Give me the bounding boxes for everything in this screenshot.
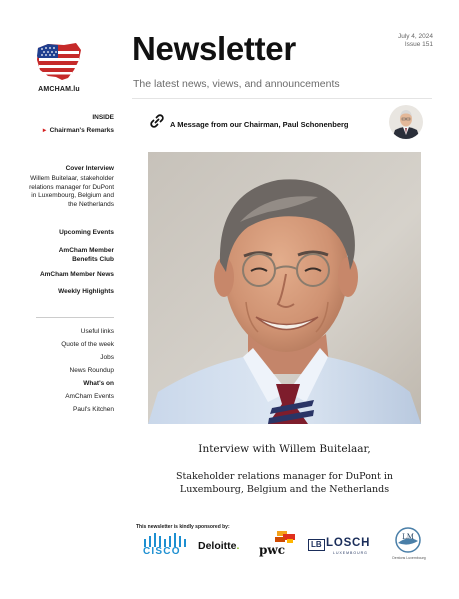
sidebar-item-benefits-club[interactable]: AmCham Member Benefits Club xyxy=(58,247,114,263)
sponsor-cisco[interactable]: CISCO xyxy=(143,546,181,557)
sponsor-deloitte[interactable] xyxy=(198,540,239,552)
sidebar-item-news-roundup[interactable]: News Roundup xyxy=(69,367,114,374)
sidebar-item-whats-on[interactable]: What's on xyxy=(83,380,114,387)
losch-badge: LB xyxy=(308,539,325,551)
sidebar-item-weekly-highlights[interactable]: Weekly Highlights xyxy=(58,288,114,295)
logo-text: AMCHAM.lu xyxy=(38,86,80,93)
sidebar-item-pauls-kitchen[interactable]: Paul's Kitchen xyxy=(73,406,114,413)
sidebar-item-chairmans-remarks[interactable] xyxy=(42,127,114,136)
losch-subtitle: LUXEMBOURG xyxy=(333,551,368,555)
sponsor-pwc[interactable]: pwc xyxy=(259,543,286,557)
sidebar-item-amcham-events[interactable]: AmCham Events xyxy=(65,393,114,400)
chairman-message-link[interactable] xyxy=(148,112,428,136)
chairman-message-text: A Message from our Chairman, Paul Schonenberg xyxy=(170,120,349,129)
svg-text:LM: LM xyxy=(402,533,414,541)
sidebar-item-cover-interview[interactable]: Cover Interview xyxy=(65,165,114,172)
sidebar-item-quote-of-week[interactable]: Quote of the week xyxy=(61,341,114,348)
issue-number: Issue 151 xyxy=(404,41,433,48)
interview-title[interactable]: Interview with Willem Buitelaar, xyxy=(198,443,371,455)
interview-photo xyxy=(148,152,421,424)
sponsor-lm-logo-icon[interactable] xyxy=(395,527,421,553)
sidebar-item-label: Chairman's Remarks xyxy=(49,127,114,134)
sidebar-item-member-news[interactable]: AmCham Member News xyxy=(39,271,114,278)
deloitte-dot: . xyxy=(236,540,240,552)
sidebar-item-jobs[interactable]: Jobs xyxy=(100,354,114,361)
sidebar-item-upcoming-events[interactable]: Upcoming Events xyxy=(59,229,114,236)
lm-subtitle: Dentons Luxembourg xyxy=(392,556,426,560)
sponsor-label: This newsletter is kindly sponsored by: xyxy=(136,524,230,530)
link-icon xyxy=(148,112,166,130)
page-title: Newsletter xyxy=(132,30,296,67)
issue-date: July 4, 2024 xyxy=(397,33,433,40)
header-divider xyxy=(132,98,432,99)
arrow-right-icon: ► xyxy=(41,128,48,134)
sidebar-item-useful-links[interactable]: Useful links xyxy=(80,328,114,335)
sponsor-losch[interactable]: LOSCH xyxy=(326,537,371,549)
cisco-logo-icon[interactable] xyxy=(143,533,187,547)
chairman-avatar[interactable] xyxy=(389,105,423,139)
deloitte-text: Deloitte xyxy=(198,540,237,552)
sidebar-divider xyxy=(36,317,114,318)
sidebar-inside-heading: INSIDE xyxy=(92,114,114,121)
interview-subtitle: Stakeholder relations manager for DuPont in Luxembourg, Belgium and the Netherlands xyxy=(175,471,394,495)
sidebar-item-cover-interview-desc[interactable]: Willem Buitelaar, stakeholder relations manager for DuPont in Luxembourg, Belgium and the Netherlands xyxy=(29,175,114,208)
page-subtitle: The latest news, views, and announcements xyxy=(133,78,340,90)
